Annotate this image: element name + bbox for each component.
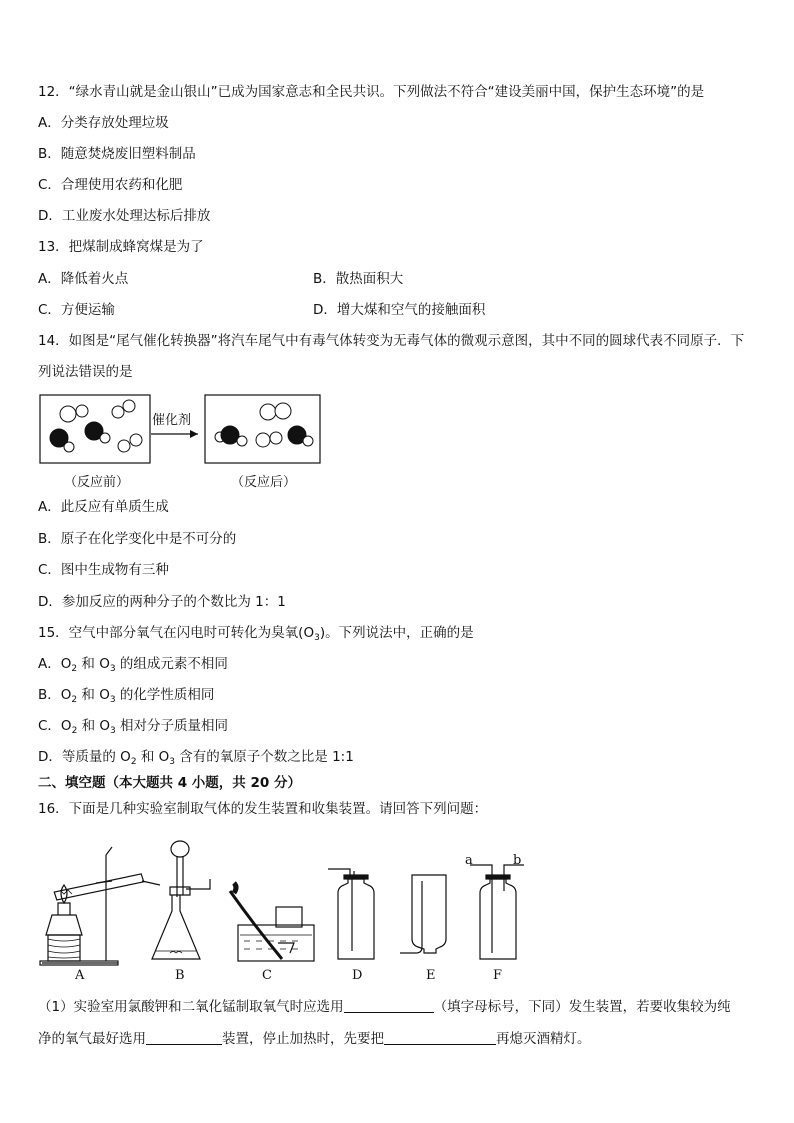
answer-blank-3[interactable] <box>384 1030 496 1045</box>
q12-option-a: A．分类存放处理垃圾 <box>38 115 169 131</box>
q14-option-a: A．此反应有单质生成 <box>38 499 169 515</box>
apparatus-f <box>470 865 524 959</box>
section2-heading: 二、填空题（本大题共 4 小题，共 20 分） <box>38 775 301 791</box>
q15-a-s2: 3 <box>109 664 116 674</box>
apparatus-label-d: D <box>352 968 363 983</box>
q16-part1-line1 <box>38 998 731 1016</box>
q15-b-p2: 和 O <box>77 687 110 703</box>
q15-c-s2: 3 <box>110 726 116 736</box>
q16-stem: 16．下面是几种实验室制取气体的发生装置和收集装置。请回答下列问题： <box>38 801 488 817</box>
arrow-head-icon <box>190 430 198 438</box>
q15-c-p1: C．O <box>38 718 72 734</box>
q15-a-p1: A．O <box>38 656 72 672</box>
q14-stem-line1: 14．如图是“尾气催化转换器”将汽车尾气中有毒气体转变为无毒气体的微观示意图，其中不同的圆球代表不同原子．下 <box>38 333 745 349</box>
q13-stem: 13．把煤制成蜂窝煤是为了 <box>38 239 204 255</box>
q15-option-c <box>38 717 228 735</box>
q14-option-d: D．参加反应的两种分子的个数比为 1：1 <box>38 594 286 610</box>
q15-b-p1: B．O <box>38 687 72 703</box>
q15-stem <box>38 624 474 642</box>
q16-part1-t1: （1）实验室用氯酸钾和二氧化锰制取氧气时应选用 <box>38 999 344 1015</box>
q15-option-a <box>38 655 228 673</box>
q14-stem-line2: 列说法错误的是 <box>38 364 133 380</box>
q13-option-c: C．方便运输 <box>38 302 115 318</box>
q15-b-s1: 2 <box>71 695 78 705</box>
q13-option-b: B．散热面积大 <box>313 271 404 287</box>
q15-a-s1: 2 <box>71 664 78 674</box>
q12-option-b: B．随意焚烧废旧塑料制品 <box>38 146 196 162</box>
answer-blank-2[interactable] <box>146 1030 222 1045</box>
q13-option-d: D．增大煤和空气的接触面积 <box>313 302 486 318</box>
catalyst-label: 催化剂 <box>152 413 192 428</box>
q15-stem-b: )。下列说法中，正确的是 <box>319 625 474 641</box>
apparatus-label-b: B <box>175 968 185 983</box>
apparatus-e <box>400 875 446 953</box>
q16-part1-t3: 净的氧气最好选用 <box>38 1031 146 1047</box>
port-b-label: b <box>513 853 522 868</box>
q15-d-p1: D．等质量的 O <box>38 749 131 765</box>
apparatus-label-e: E <box>426 968 436 983</box>
apparatus-label-a: A <box>75 968 85 983</box>
apparatus-label-c: C <box>262 968 272 983</box>
answer-blank-1[interactable] <box>344 998 434 1013</box>
before-label: （反应前） <box>64 475 130 490</box>
q15-a-p3: 的组成元素不相同 <box>115 656 228 672</box>
q15-d-p2: 和 O <box>136 749 170 765</box>
apparatus-c <box>230 883 314 961</box>
q15-c-p3: 相对分子质量相同 <box>115 718 229 734</box>
q16-part1-t4: 装置，停止加热时，先要把 <box>222 1031 384 1047</box>
port-a-label: a <box>465 853 473 868</box>
q12-stem: 12．“绿水青山就是金山银山”已成为国家意志和全民共识。下列做法不符合“建设美丽中国，保护生态环境”的是 <box>38 84 705 100</box>
q13-option-a: A．降低着火点 <box>38 271 129 287</box>
q16-part1-t2: （填字母标号，下同）发生装置，若要收集较为纯 <box>433 999 731 1015</box>
q14-option-c: C．图中生成物有三种 <box>38 562 169 578</box>
q16-part1-t5: 再熄灭酒精灯。 <box>496 1031 591 1047</box>
apparatus-a <box>40 847 160 965</box>
q15-d-s2: 3 <box>169 757 175 767</box>
apparatus-d <box>328 869 374 959</box>
q15-option-b <box>38 686 214 704</box>
reaction-diagram <box>38 393 328 465</box>
q15-stem-a: 15．空气中部分氧气在闪电时可转化为臭氧(O <box>38 625 315 641</box>
q15-a-p2: 和 O <box>77 656 110 672</box>
q15-option-d <box>38 748 354 766</box>
q15-c-s1: 2 <box>71 726 78 736</box>
apparatus-figure <box>38 835 538 970</box>
q15-b-s2: 3 <box>109 695 116 705</box>
q14-option-b: B．原子在化学变化中是不可分的 <box>38 531 237 547</box>
q15-d-p3: 含有的氧原子个数之比是 1:1 <box>175 749 354 765</box>
q12-option-d: D．工业废水处理达标后排放 <box>38 208 211 224</box>
q15-c-p2: 和 O <box>77 718 111 734</box>
q16-part1-line2 <box>38 1030 591 1048</box>
after-label: （反应后） <box>231 475 297 490</box>
q15-b-p3: 的化学性质相同 <box>115 687 215 703</box>
q12-option-c: C．合理使用农药和化肥 <box>38 177 183 193</box>
q15-d-s1: 2 <box>130 757 137 767</box>
apparatus-label-f: F <box>493 968 503 983</box>
apparatus-b <box>152 841 210 959</box>
q15-stem-sub: 3 <box>314 633 320 643</box>
